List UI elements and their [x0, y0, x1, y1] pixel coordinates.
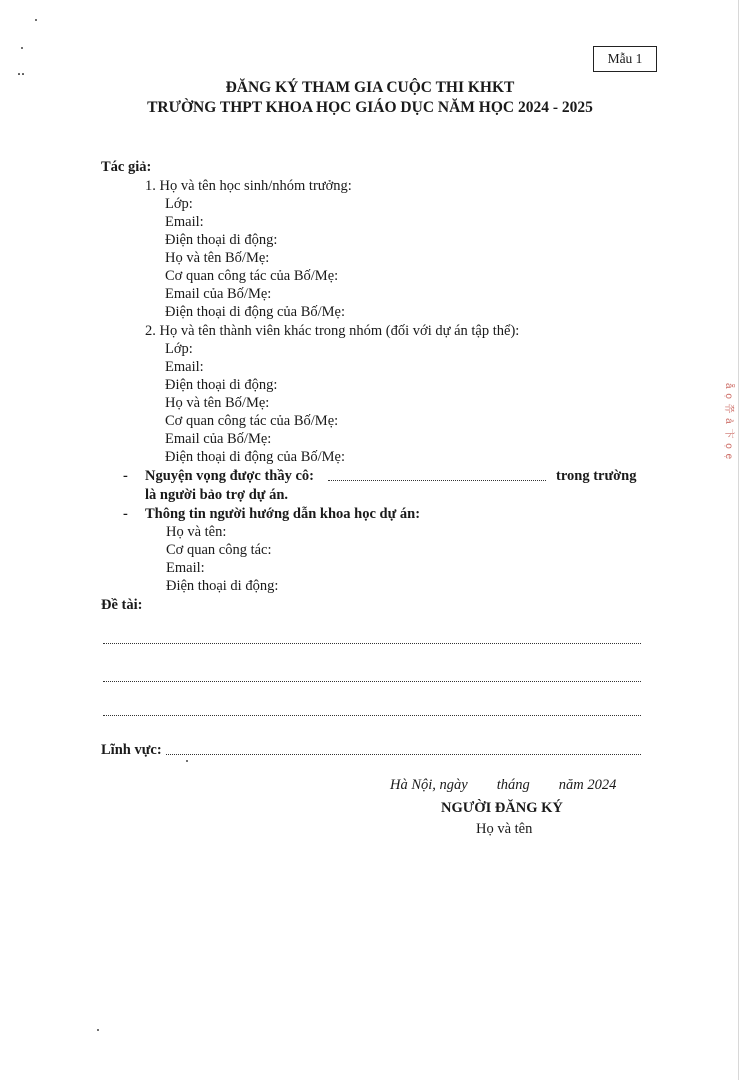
- form-title-line2: TRƯỜNG THPT KHOA HỌC GIÁO DỤC NĂM HỌC 2024 - 2025: [147, 99, 593, 116]
- author2-parent-email-field: Email của Bố/Mẹ:: [165, 431, 272, 447]
- scan-speck: [97, 1029, 99, 1031]
- signer-heading: NGƯỜI ĐĂNG KÝ: [441, 800, 563, 816]
- advisor-email-field: Email:: [166, 560, 205, 576]
- author2-parent-workplace-field: Cơ quan công tác của Bố/Mẹ:: [165, 413, 339, 429]
- topic-line-2: [103, 681, 641, 682]
- field-line: [166, 754, 641, 755]
- sponsor-suffix: trong trường: [556, 468, 637, 484]
- author1-phone-field: Điện thoại di động:: [165, 232, 278, 248]
- sponsor-teacher-blank: [328, 480, 546, 481]
- sponsor-bullet: -: [123, 468, 128, 484]
- author1-class-field: Lớp:: [165, 196, 193, 212]
- date-line: Hà Nội, ngày tháng năm 2024: [390, 777, 617, 793]
- author1-parent-workplace-field: Cơ quan công tác của Bố/Mẹ:: [165, 268, 339, 284]
- advisor-heading: Thông tin người hướng dẫn khoa học dự án:: [145, 506, 421, 522]
- author2-class-field: Lớp:: [165, 341, 193, 357]
- topic-line-1: [103, 643, 641, 644]
- advisor-name-field: Họ và tên:: [166, 524, 227, 540]
- scan-speck: [186, 760, 188, 762]
- advisor-bullet: -: [123, 506, 128, 522]
- advisor-phone-field: Điện thoại di động:: [166, 578, 279, 594]
- authors-heading: Tác giả:: [101, 159, 152, 175]
- author1-parent-email-field: Email của Bố/Mẹ:: [165, 286, 272, 302]
- sponsor-label: Nguyện vọng được thầy cô:: [145, 468, 314, 484]
- author2-email-field: Email:: [165, 359, 204, 375]
- scan-speck: [22, 73, 24, 75]
- form-title-line1: ĐĂNG KÝ THAM GIA CUỘC THI KHKT: [225, 79, 515, 96]
- author1-title: 1. Họ và tên học sinh/nhóm trưởng:: [145, 178, 352, 194]
- author2-parent-name-field: Họ và tên Bố/Mẹ:: [165, 395, 270, 411]
- sponsor-continuation: là người bảo trợ dự án.: [145, 487, 289, 503]
- author1-parent-phone-field: Điện thoại di động của Bố/Mẹ:: [165, 304, 346, 320]
- author2-title: 2. Họ và tên thành viên khác trong nhóm (đối với dự án tập thể):: [145, 323, 520, 339]
- scan-speck: [18, 73, 20, 75]
- scan-speck: [35, 19, 37, 21]
- field-label: Lĩnh vực:: [101, 742, 162, 758]
- author1-email-field: Email:: [165, 214, 204, 230]
- author2-phone-field: Điện thoại di động:: [165, 377, 278, 393]
- author2-parent-phone-field: Điện thoại di động của Bố/Mẹ:: [165, 449, 346, 465]
- topic-line-3: [103, 715, 641, 716]
- signer-name-label: Họ và tên: [476, 821, 533, 837]
- author1-parent-name-field: Họ và tên Bố/Mẹ:: [165, 250, 270, 266]
- scan-speck: [21, 47, 23, 49]
- template-label-box: Mẫu 1: [593, 46, 657, 72]
- page-edge: [738, 0, 739, 1080]
- edge-stamp-fragment: ẵ ọ 쮸 ả 卞 ọ ẹ: [723, 383, 734, 461]
- advisor-workplace-field: Cơ quan công tác:: [166, 542, 272, 558]
- topic-label: Đề tài:: [101, 597, 143, 613]
